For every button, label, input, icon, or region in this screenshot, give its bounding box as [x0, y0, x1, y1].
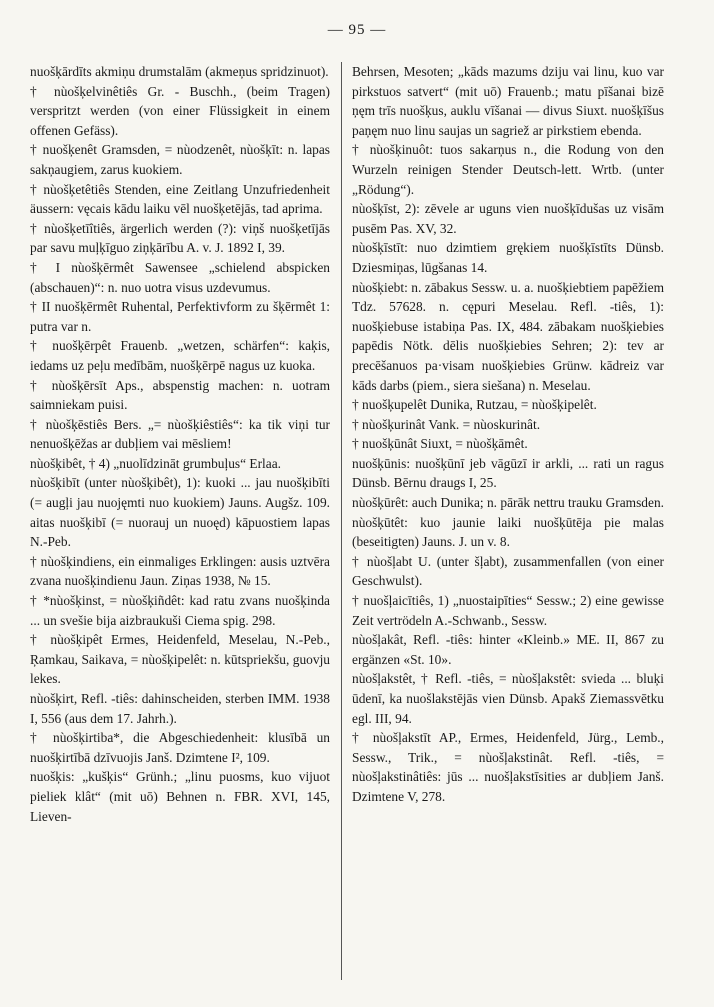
dictionary-entry: † nùošļabt U. (unter šļabt), zusammenfallen (von einer Geschwulst).	[352, 553, 664, 589]
dictionary-entry: Behrsen, Mesoten; „kāds mazums dziju vai linu, kuo var pirkstuos satvert“ (mit uō) Frauenb.; matu pīšanai bizē ņęm trīs nuošķus, auklu vīšanai — divus Siuxt. nuošķīšus paņęm nuo linu saujas un sagriež ar pirkstiem ebenda.	[352, 64, 664, 138]
dictionary-entry: † nùošķetīîtiês, ärgerlich werden (?): viņš nuošķetījās par savu muļķīguo ziņķārību A. v. J. 1892 I, 39.	[30, 220, 330, 256]
dictionary-entry: † nuošļaicītiês, 1) „nuostaipīties“ Sessw.; 2) eine gewisse Zeit vertrödeln A.-Schwanb., Sessw.	[352, 593, 664, 628]
dictionary-entry: † nuošķērpêt Frauenb. „wetzen, schärfen“: kaķis, iedams uz peļu medībām, nuošķērpē nagus uz kuoka.	[30, 338, 330, 373]
dictionary-entry: † nuošķupelêt Dunika, Rutzau, = nùošķipelêt.	[352, 397, 597, 413]
dictionary-entry: † nùošķērsīt Aps., abspenstig machen: n. uotram saimniekam puisi.	[30, 377, 330, 413]
dictionary-entry: † nùošķurinât Vank. = nùoskurinât.	[352, 416, 541, 432]
dictionary-entry: † nuošķenêt Gramsden, = nùodzenêt, nùošķīt: n. lapas sakņaugiem, zarus kuokiem.	[30, 142, 330, 177]
dictionary-entry: † nùošķelvinêtiês Gr. - Buschh., (beim Tragen) verspritzt werden (von einer Flüssigkeit in einem offenen Gefäss).	[30, 83, 330, 138]
dictionary-entry: nùošķūtêt: kuo jaunie laiki nuošķūtēja pie malas (beseitigten) Jauns. J. un v. 8.	[352, 514, 664, 550]
dictionary-entry: nùošļakstêt, † Refl. -tiês, = nùošļakstêt: svieda ... bluķi ūdenī, ka nuošlakstējās vien Dünsb. Apakš Ziemassvētku egl. III, 94.	[352, 671, 664, 726]
dictionary-entry: † I nùošķērmêt Sawensee „schielend abspicken (abschauen)“: n. nuo uotra visus uzdevumus.	[30, 259, 330, 295]
dictionary-entry: † nùošķipêt Ermes, Heidenfeld, Meselau, N.-Peb., Ŗamkau, Saikava, = nùošķipelêt: n. kūtspriekšu, guovju lekes.	[30, 632, 330, 687]
dictionary-entry: nùošķibīt (unter nùošķibêt), 1): kuoki ... jau nuošķibīti (= augļi jau nuojęmti nuo kuokiem) Jauns. Augšz. 109. aitas nuošķibī (= nuorauj un nuoęd) kāpuostiem lapas N.-Peb.	[30, 475, 330, 550]
dictionary-entry: nùošķīst, 2): zēvele ar uguns vien nuošķīdušas uz visām pusēm Pas. XV, 32.	[352, 201, 664, 236]
dictionary-entry: † nùošķetêtiês Stenden, eine Zeitlang Unzufriedenheit äussern: vęcais kādu laiku vēl nuošķetējās, tad aprima.	[30, 181, 330, 217]
dictionary-entry: nùošķiebt: n. zābakus Sessw. u. a. nuošķiebtiem papēžiem Tdz. 57628. n. cępuri Meselau. Refl. -tiês, 1): nuošķiebuse istabiņa Pas. IX, 484. zābakam nuošķiebies papēdis Nötk. dēlis nuošķiebies Sehren; 2): tev ar precēšanuos pa·visam nuošķiebies Grünw. kādreiz var kāds darbs (piem., siera siešana) n. Meselau.	[352, 279, 664, 393]
dictionary-entry: † nùošķinuôt: tuos sakarņus n., die Rodung von den Wurzeln reinigen Stender Deutsch-lett. Wrtb. (unter „Rödung“).	[352, 142, 664, 197]
column-divider	[341, 62, 342, 980]
dictionary-entry: † *nùošķinst, = nùošķiñdêt: kad ratu zvans nuošķinda ... un svešie bija aizbraukuši Ciema spig. 298.	[30, 593, 330, 628]
page-number: — 95 —	[327, 22, 387, 38]
dictionary-entry: † nùošķindiens, ein einmaliges Erklingen: ausis uztvēra zvana nuošķindienu Jaun. Ziņas 1938, № 15.	[30, 553, 330, 589]
dictionary-entry: † nùošķēstiês Bers. „= nùošķiêstiês“: ka tik viņi tur nenuošķēžas ar dubļiem vai mēsliem!	[30, 416, 330, 452]
dictionary-entry: † II nuošķērmêt Ruhental, Perfektivform zu šķērmêt 1: putra var n.	[30, 299, 330, 334]
right-column	[352, 62, 664, 807]
dictionary-entry: nùošķirt, Refl. -tiês: dahinscheiden, sterben IMM. 1938 I, 556 (aus dem 17. Jahrh.).	[30, 691, 330, 726]
dictionary-entry: † nùošķirtiba*, die Abgeschiedenheit: klusībā un nuošķirtībā dzīvuojis Janš. Dzimtene I², 109.	[30, 730, 330, 765]
dictionary-entry: nùošļakât, Refl. -tiês: hinter «Kleinb.» ME. II, 867 zu ergänzen «St. 10».	[352, 632, 664, 667]
dictionary-entry: † nùošļakstīt AP., Ermes, Heidenfeld, Jürg., Lemb., Sessw., Trik., = nùošļakstinât. Refl. -tiês, = nùošļakstinâtiês: jūs ... nuošļakstīsities ar dubļiem Janš. Dzimtene V, 278.	[352, 730, 664, 804]
dictionary-entry: nùošķibêt, † 4) „nuolīdzināt grumbuļus“ Erlaa.	[30, 455, 282, 471]
dictionary-entry: nùošķūrêt: auch Dunika; n. pārāk nettru trauku Gramsden.	[352, 495, 664, 511]
dictionary-entry: nuošķārdīts akmiņu drumstalām (akmeņus spridzinuot).	[30, 64, 329, 79]
dictionary-entry: † nuošķūnât Siuxt, = nùošķāmêt.	[352, 436, 528, 452]
dictionary-entry: nùošķīstīt: nuo dzimtiem grękiem nuošķīstīts Dünsb. Dziesmiņas, lūgšanas 14.	[352, 240, 664, 275]
dictionary-entry: nuošķis: „kušķis“ Grünh.; „linu puosms, kuo vijuot pieliek klât“ (mit uō) Behnen n. FBR. XVI, 145, Lieven-	[30, 769, 330, 824]
left-column	[30, 62, 330, 826]
dictionary-entry: nuošķūnis: nuošķūnī jeb vāgūzī ir arkli, ... rati un ragus Dünsb. Bērnu draugs I, 25.	[352, 455, 664, 491]
